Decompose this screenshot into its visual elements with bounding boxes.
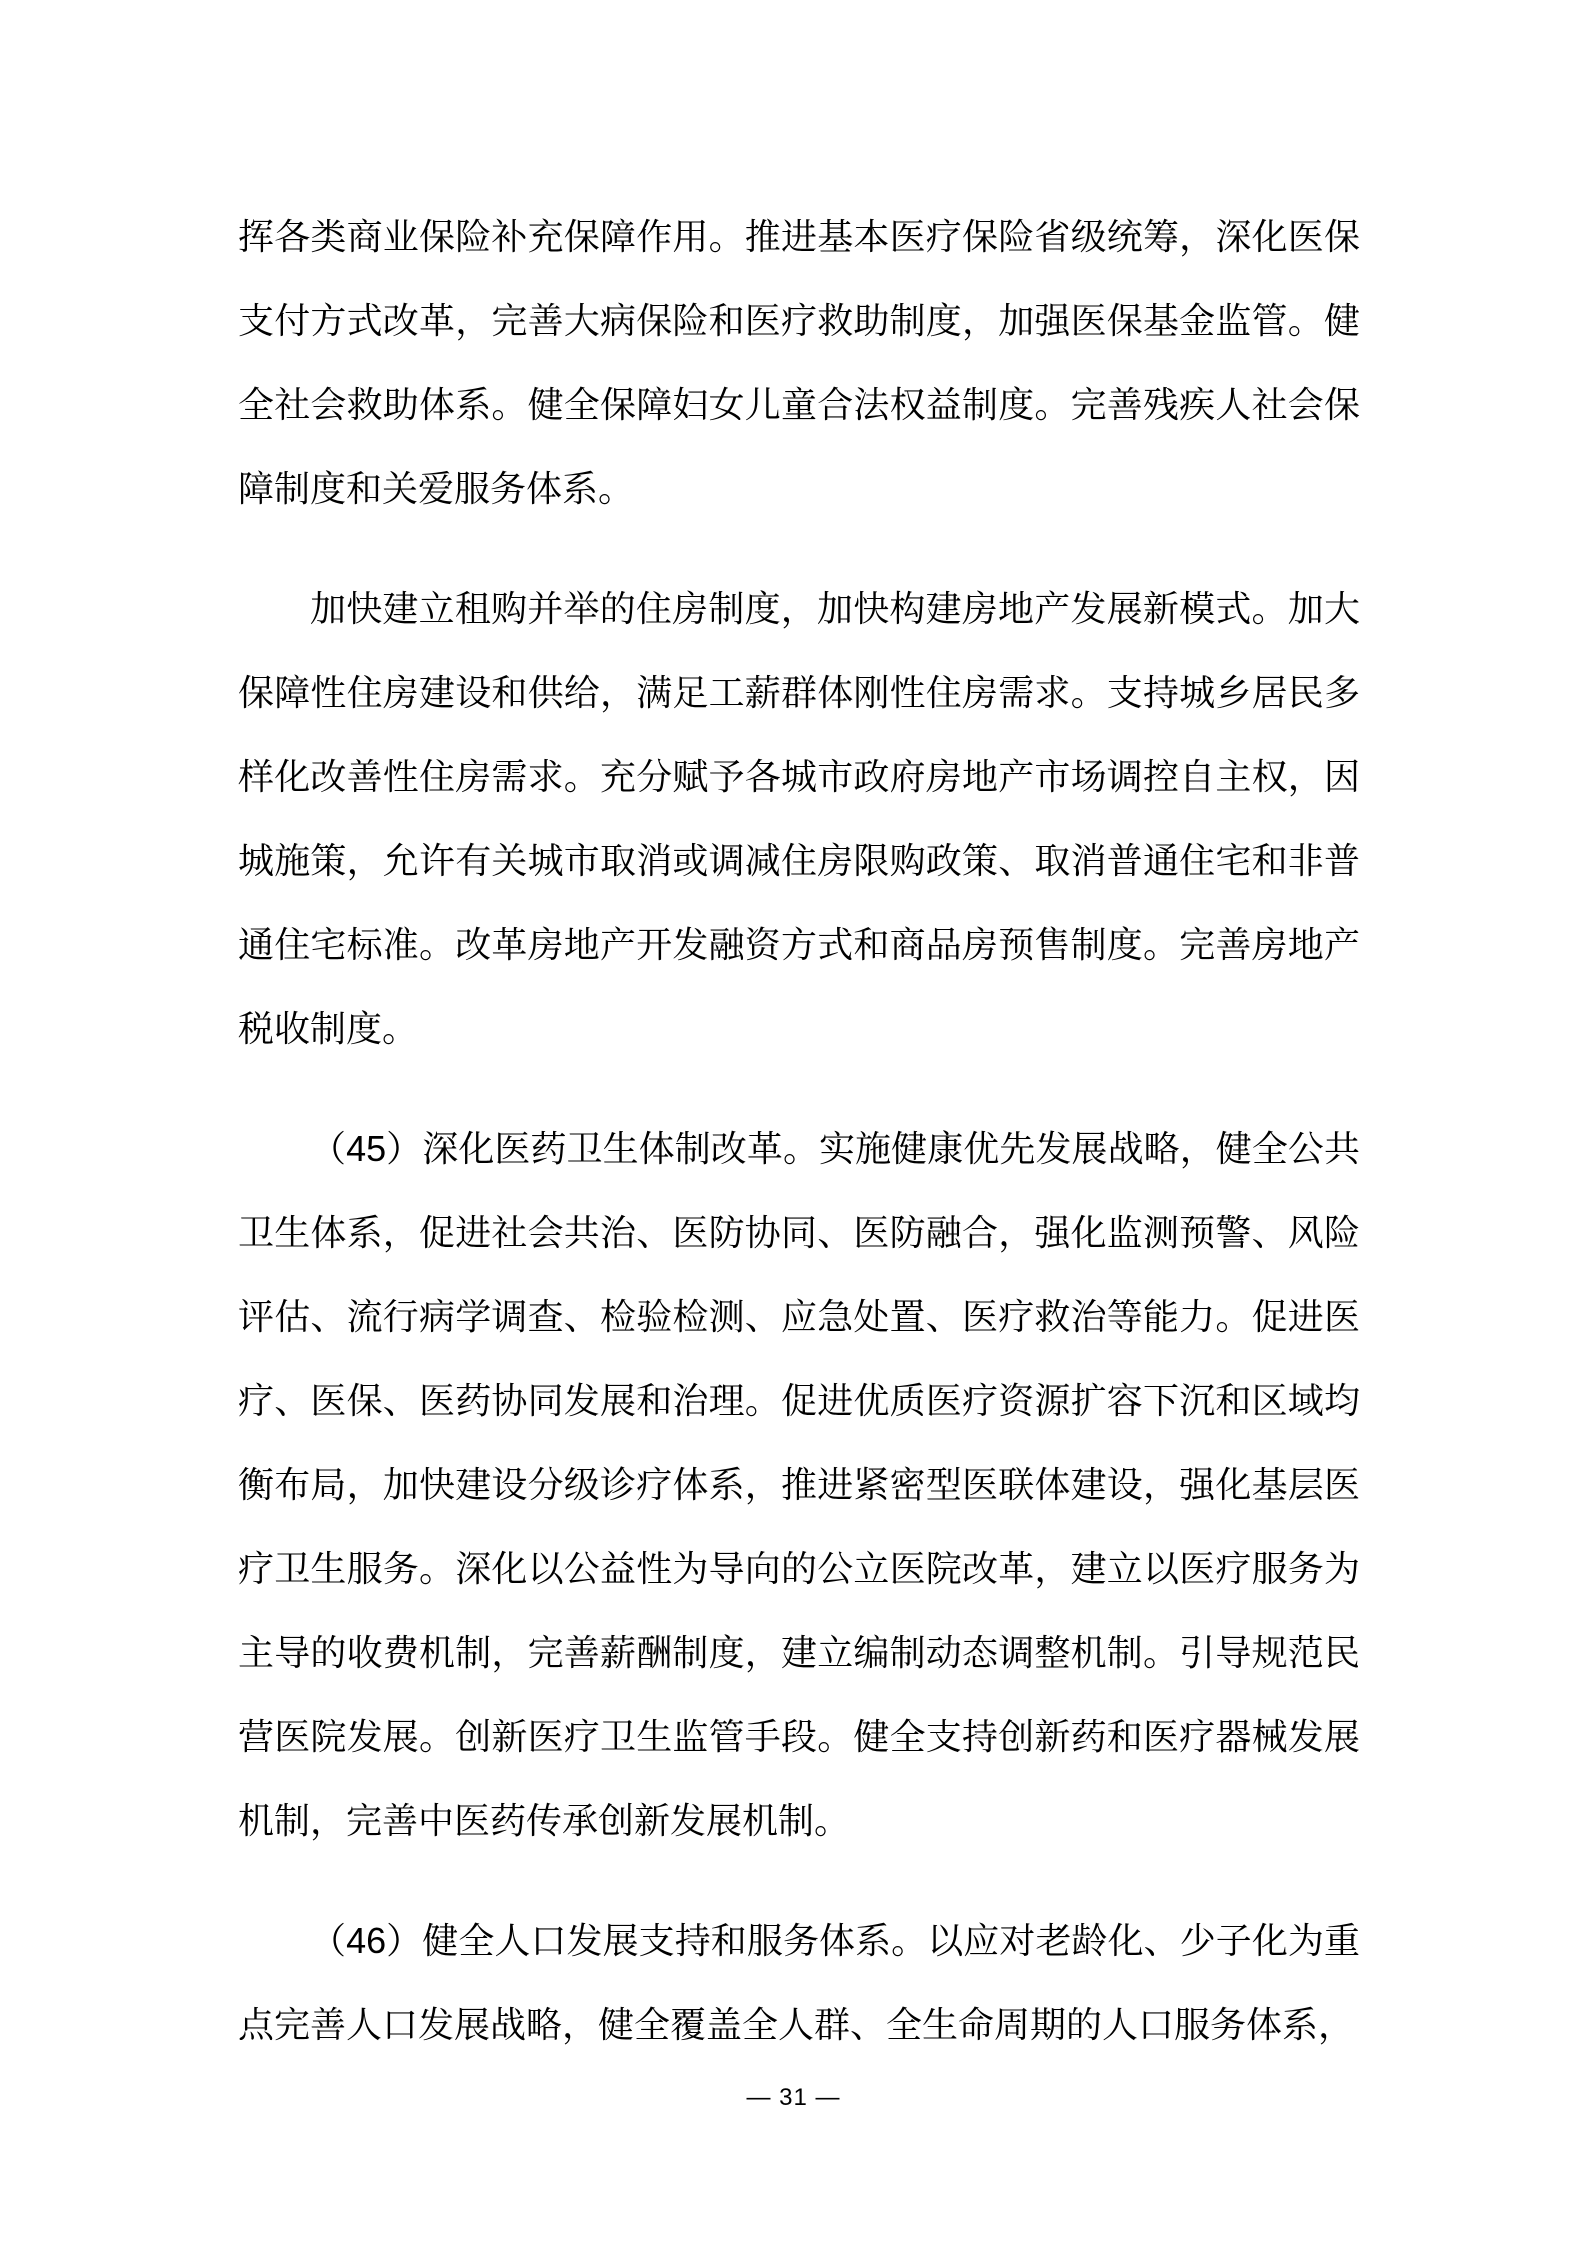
paragraph-45-medical-health-reform: （45）深化医药卫生体制改革。实施健康优先发展战略，健全公共卫生体系，促进社会共治、医防协同、医防融合，强化监测预警、风险评估、流行病学调查、检验检测、应急处置、医疗救治等能力。促进医疗、医保、医药协同发展和治理。促进优质医疗资源扩容下沉和区域均衡布局，加快建设分级诊疗体系，推进紧密型医联体建设，强化基层医疗卫生服务。深化以公益性为导向的公立医院改革，建立以医疗服务为主导的收费机制，完善薪酬制度，建立编制动态调整机制。引导规范民营医院发展。创新医疗卫生监管手段。健全支持创新药和医疗器械发展机制，完善中医药传承创新发展机制。 <box>238 1128 1360 1841</box>
page-number: — 31 — <box>746 2084 841 2111</box>
paragraph-social-security: 挥各类商业保险补充保障作用。推进基本医疗保险省级统筹，深化医保支付方式改革，完善大病保险和医疗救助制度，加强医保基金监管。健全社会救助体系。健全保障妇女儿童合法权益制度。完善残疾人社会保障制度和关爱服务体系。 <box>238 216 1360 509</box>
paragraph-46-population-development: （46）健全人口发展支持和服务体系。以应对老龄化、少子化为重点完善人口发展战略，健全覆盖全人群、全生命周期的人口服务体系， <box>238 1920 1360 2045</box>
paragraph-housing-system: 加快建立租购并举的住房制度，加快构建房地产发展新模式。加大保障性住房建设和供给，满足工薪群体刚性住房需求。支持城乡居民多样化改善性住房需求。充分赋予各城市政府房地产市场调控自主权，因城施策，允许有关城市取消或调减住房限购政策、取消普通住宅和非普通住宅标准。改革房地产开发融资方式和商品房预售制度。完善房地产税收制度。 <box>238 588 1360 1049</box>
document-body <box>238 195 1360 2103</box>
